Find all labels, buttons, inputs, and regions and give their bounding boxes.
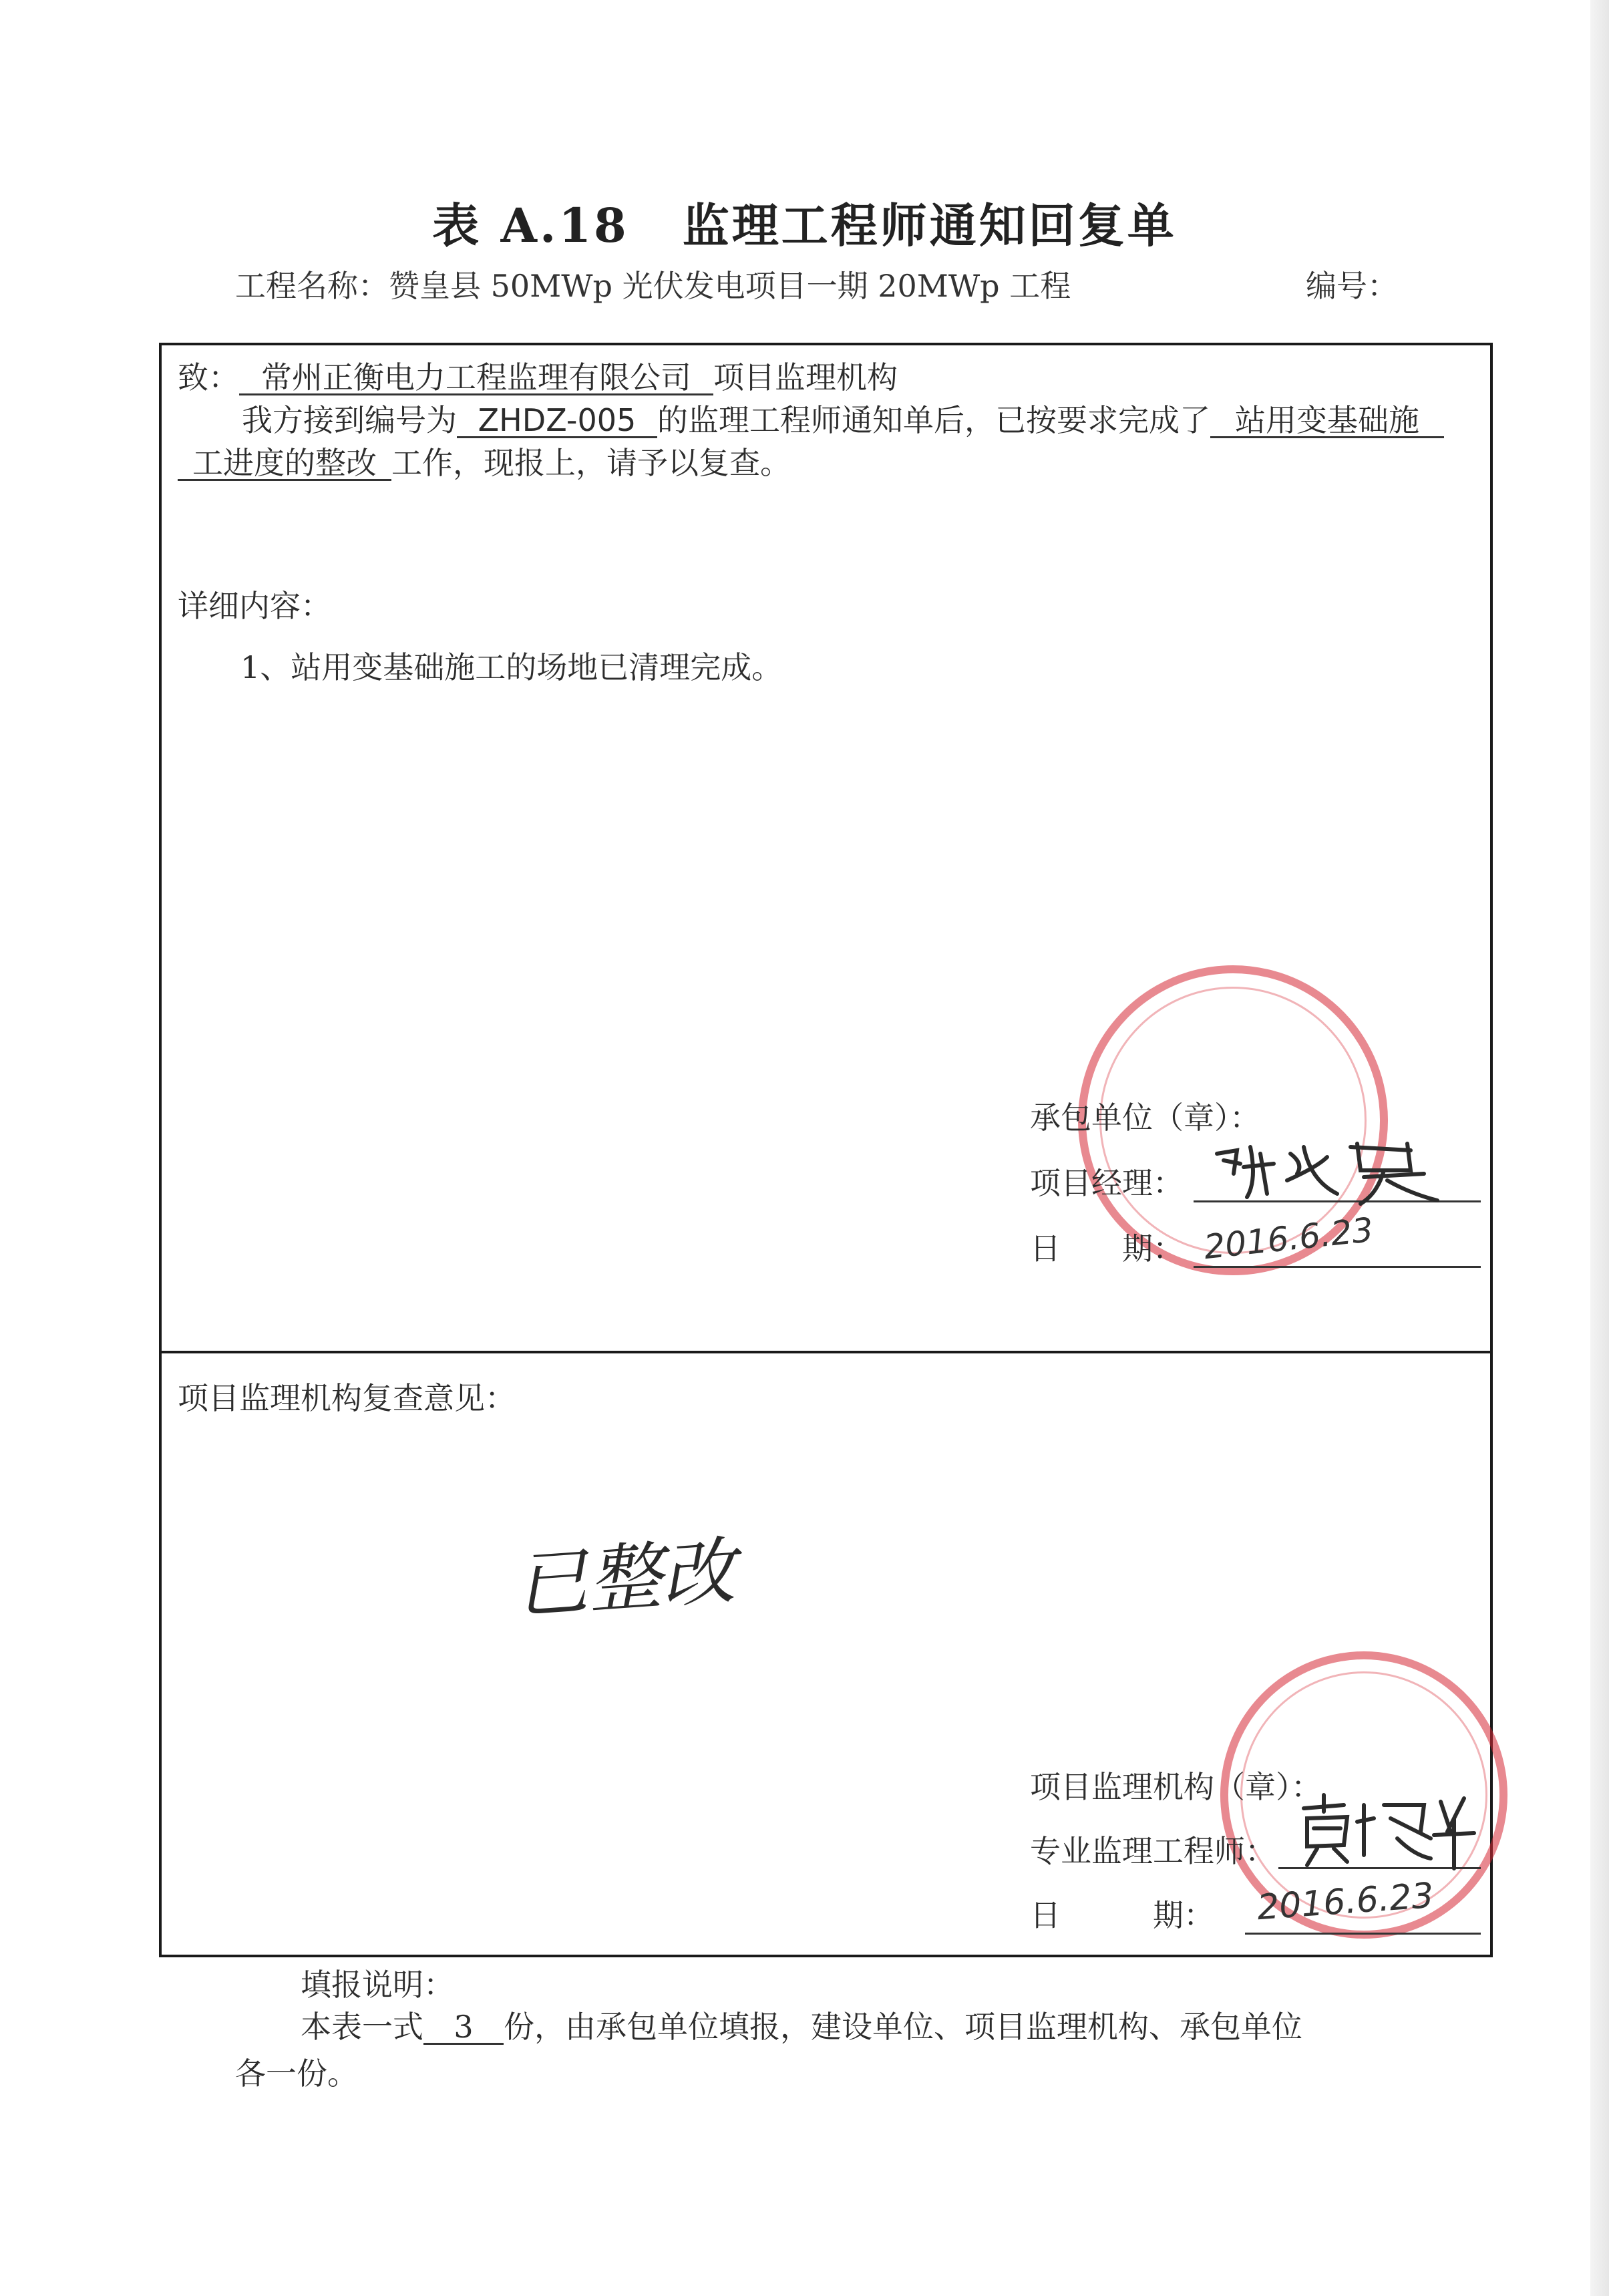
number-label: 编号： [1306,268,1398,304]
notes-line-c: 各一份。 [235,2056,358,2092]
engineer-signature [1297,1792,1477,1872]
notice-number: ZHDZ-005 [457,404,657,438]
review-opinion: 已整改 [512,1528,738,1629]
notes-heading: 填报说明： [301,1967,454,2003]
details-label: 详细内容： [178,588,331,624]
reply-form [159,343,1493,1957]
review-date-value: 2016.6.23 [1256,1875,1435,1929]
review-date-line [1245,1933,1481,1935]
to-prefix: 致： [178,359,239,395]
section-divider [162,1351,1490,1353]
contract-date-label: 日 期： [1030,1231,1184,1267]
contract-date-line [1194,1266,1481,1268]
to-suffix: 项目监理机构 [713,359,898,395]
notes-line-b: 份，由承包单位填报，建设单位、项目监理机构、承包单位 [504,2009,1302,2045]
notes-line-1 [301,2003,1302,2047]
body-line-1 [242,396,1444,440]
body-line-2 [178,439,791,483]
review-org-label: 项目监理机构（章）： [1030,1769,1322,1805]
body-a: 我方接到编号为 [242,402,457,438]
scan-edge [1590,0,1609,2296]
manager-label: 项目经理： [1030,1165,1184,1201]
contractor-label: 承包单位（章）： [1030,1100,1260,1136]
detail-item-1: 1、站用变基础施工的场地已清理完成。 [240,649,783,685]
review-label: 项目监理机构复查意见： [178,1380,516,1416]
form-title-text: 监理工程师通知回复单 [682,198,1177,253]
project-name: 赞皇县 50MWp 光伏发电项目一期 20MWp 工程 [389,268,1071,304]
form-code: 表 A.18 [432,198,629,253]
to-org: 常州正衡电力工程监理有限公司 [239,361,713,395]
notes-line-a: 本表一式 [301,2009,423,2045]
work-item-2: 工进度的整改 [178,447,391,481]
review-date-label: 日 期： [1030,1897,1214,1933]
copies-count: 3 [423,2011,504,2045]
manager-signature [1210,1134,1464,1207]
contract-date-value: 2016.6.23 [1202,1210,1375,1267]
body-c: 工作，现报上，请予以复查。 [391,445,791,481]
body-b: 的监理工程师通知单后，已按要求完成了 [657,402,1210,438]
engineer-label: 专业监理工程师： [1030,1833,1276,1869]
form-title [0,188,1609,256]
addressee-line [178,353,898,397]
work-item-1: 站用变基础施 [1210,404,1444,438]
project-name-line [235,262,1071,306]
project-label: 工程名称： [235,268,389,304]
